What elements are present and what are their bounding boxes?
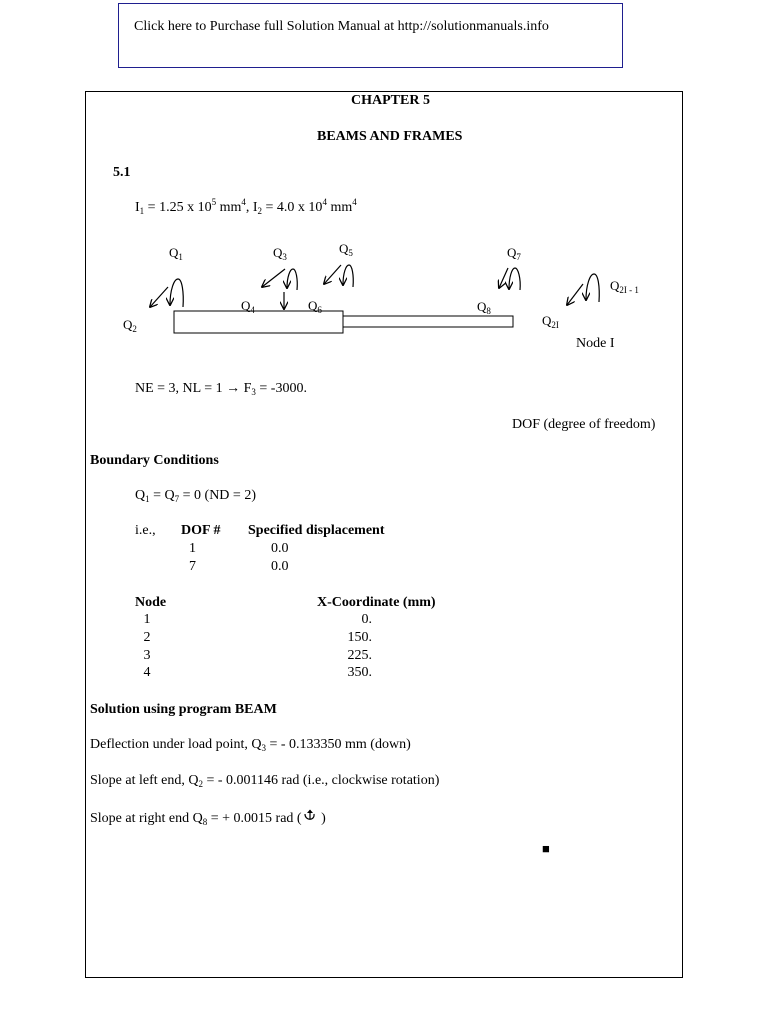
inertia-line: $I_1 = 1.25$ x $10^5$ $mm^4$, $I_2 = 4.0$ x $10^4$ $mm^4$	[135, 197, 357, 216]
node4-rotation-arrow	[509, 268, 520, 290]
node-cell: 3	[143, 648, 151, 663]
node-cell: 4	[143, 665, 151, 680]
q2-label: $Q_2$	[123, 317, 137, 334]
q6-label: $Q_6$	[308, 298, 322, 315]
problem-number: 5.1	[113, 165, 131, 180]
ie-label: i.e.,	[135, 523, 156, 538]
disp-cell: 0.0	[271, 541, 289, 556]
nodeI-translation-arrow	[567, 284, 583, 305]
promo-link[interactable]: Click here to Purchase full Solution Manual at http://solutionmanuals.info	[134, 19, 549, 34]
xcoord-cell: 150.	[347, 630, 372, 645]
q2i-1-label: $Q_{2I - 1}$	[610, 278, 639, 295]
xcoord-cell: 225.	[347, 648, 372, 663]
dof-cell: 1	[189, 541, 196, 556]
xcoord-cell: 350.	[347, 665, 372, 680]
q7-label: $Q_7$	[507, 245, 521, 262]
dof-note: DOF (degree of freedom)	[512, 417, 656, 432]
node4-translation-arrow	[499, 268, 508, 288]
ne-line: NE = 3, NL = $1 \to F_3 = -3000$.	[135, 381, 307, 397]
node3-translation-arrow	[324, 265, 341, 284]
left-slope-line: Slope at left end, $Q_2$ = - 0.001146 rad (i.e., clockwise rotation)	[90, 773, 440, 789]
xcoord-cell: 0.	[361, 612, 372, 627]
boundary-equation: $Q_1 = Q_7 = 0$ (ND = 2)	[135, 488, 256, 504]
xcoord-column-header: X-Coordinate (mm)	[317, 595, 436, 610]
q3-label: $Q_3$	[273, 245, 287, 262]
end-of-problem-mark: ■	[542, 841, 550, 856]
deflection-line: Deflection under load point, $Q_3$ = - 0.133350 mm (down)	[90, 737, 411, 753]
ccw-rotation-icon	[302, 809, 318, 825]
chapter-title: CHAPTER 5	[351, 93, 430, 108]
node-column-header: Node	[135, 595, 167, 610]
q1-label: $Q_1$	[169, 245, 183, 262]
q8-label: $Q_8$	[477, 299, 491, 316]
node-cell: 2	[143, 630, 151, 645]
q2i-label: $Q_{2I}$	[542, 313, 559, 330]
boundary-heading: Boundary Conditions	[90, 453, 219, 468]
disp-column-header: Specified displacement	[248, 523, 385, 538]
nodeI-rotation-arrow	[586, 274, 599, 302]
node1-rotation-arrow	[170, 279, 183, 307]
node-i-label: Node I	[576, 336, 615, 351]
node2-rotation-arrow	[287, 269, 297, 290]
beam-thin-segment	[343, 316, 513, 327]
dof-cell: 7	[189, 559, 196, 574]
q4-label: $Q_4$	[241, 298, 255, 315]
right-slope-line: Slope at right end $Q_8$ = + 0.0015 rad ( )	[90, 811, 326, 827]
q5-label: $Q_5$	[339, 241, 353, 258]
node2-translation-arrow	[262, 269, 285, 287]
node1-translation-arrow	[150, 287, 168, 307]
node3-rotation-arrow	[343, 265, 353, 287]
solution-heading: Solution using program BEAM	[90, 702, 277, 717]
chapter-subtitle: BEAMS AND FRAMES	[317, 129, 463, 144]
dof-column-header: DOF #	[181, 523, 221, 538]
disp-cell: 0.0	[271, 559, 289, 574]
node-cell: 1	[143, 612, 151, 627]
